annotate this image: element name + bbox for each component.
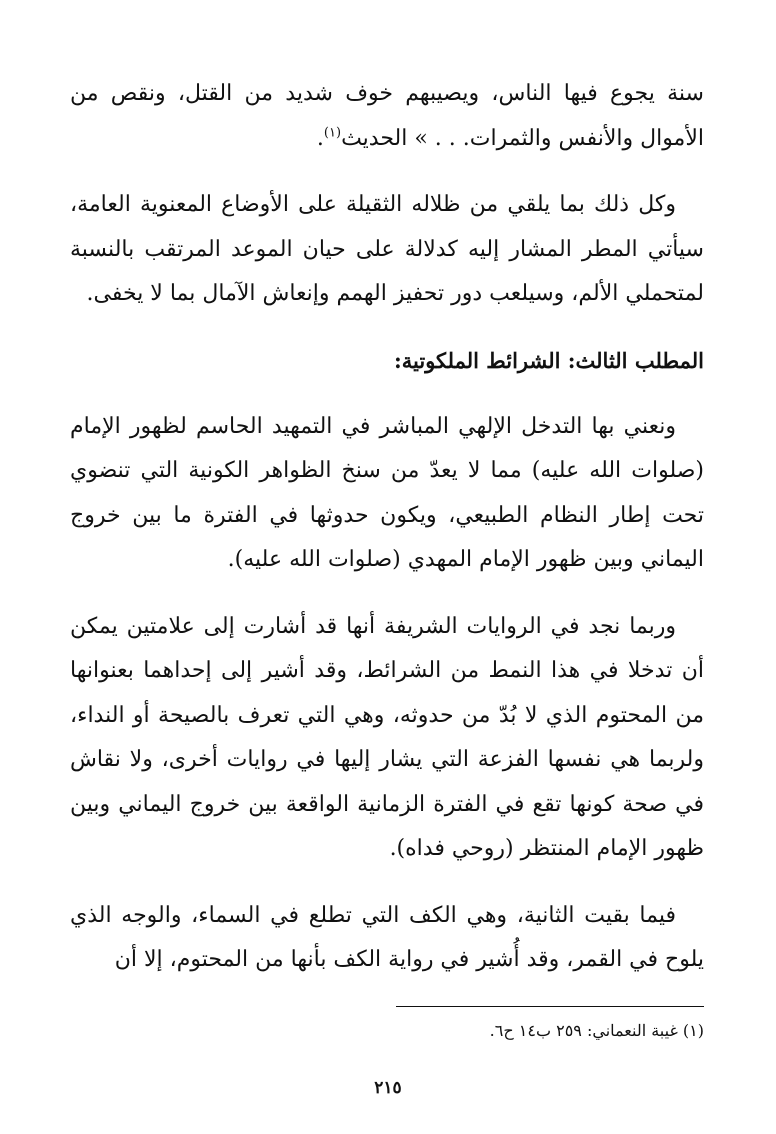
footnote-reference[interactable]: (١) — [323, 125, 342, 141]
footnote-divider — [396, 1006, 704, 1007]
page-number: ٢١٥ — [374, 1078, 402, 1098]
paragraph-1 — [70, 72, 704, 161]
paragraph-4: وربما نجد في الروايات الشريفة أنها قد أشارت إلى علامتين يمكن أن تدخلا في هذا النمط من الشرائط، وقد أشير إلى إحداهما بعنوانها من المحتوم الذي لا بُدّ من حدوثه، وهي التي تعرف بالصيحة أو النداء، ولربما هي نفسها الفزعة التي يشار إليها في روايات أخرى، ولا نقاش في صحة كونها تقع في الفترة الزمانية الواقعة بين خروج اليماني وبين ظهور الإمام المنتظر (روحي فداه). — [70, 613, 704, 861]
paragraph-1-end: . — [316, 125, 324, 151]
footnote: (١) غيبة النعماني: ٢٥٩ ب١٤ ح٦. — [489, 1021, 704, 1040]
paragraph-1-text: سنة يجوع فيها الناس، ويصيبهم خوف شديد من القتل، ونقص من الأموال والأنفس والثمرات. . . » الحديث — [70, 81, 704, 151]
paragraph-5: فيما بقيت الثانية، وهي الكف التي تطلع في السماء، والوجه الذي يلوح في القمر، وقد أُشير في رواية الكف بأنها من المحتوم، إلا أن — [70, 902, 704, 972]
section-heading: المطلب الثالث: الشرائط الملكوتية: — [394, 347, 704, 373]
paragraph-2: وكل ذلك بما يلقي من ظلاله الثقيلة على الأوضاع المعنوية العامة، سيأتي المطر المشار إليه كدلالة على حيان الموعد المرتقب بالنسبة لمتحملي الألم، وسيلعب دور تحفيز الهمم وإنعاش الآمال بما لا يخفى. — [70, 192, 704, 306]
paragraph-3: ونعني بها التدخل الإلهي المباشر في التمهيد الحاسم لظهور الإمام (صلوات الله عليه) مما لا يعدّ من سنخ الظواهر الكونية التي تنضوي تحت إطار النظام الطبيعي، ويكون حدوثها في الفترة ما بين خروج اليماني وبين ظهور الإمام المهدي (صلوات الله عليه). — [70, 413, 704, 572]
page-body — [70, 72, 704, 1005]
